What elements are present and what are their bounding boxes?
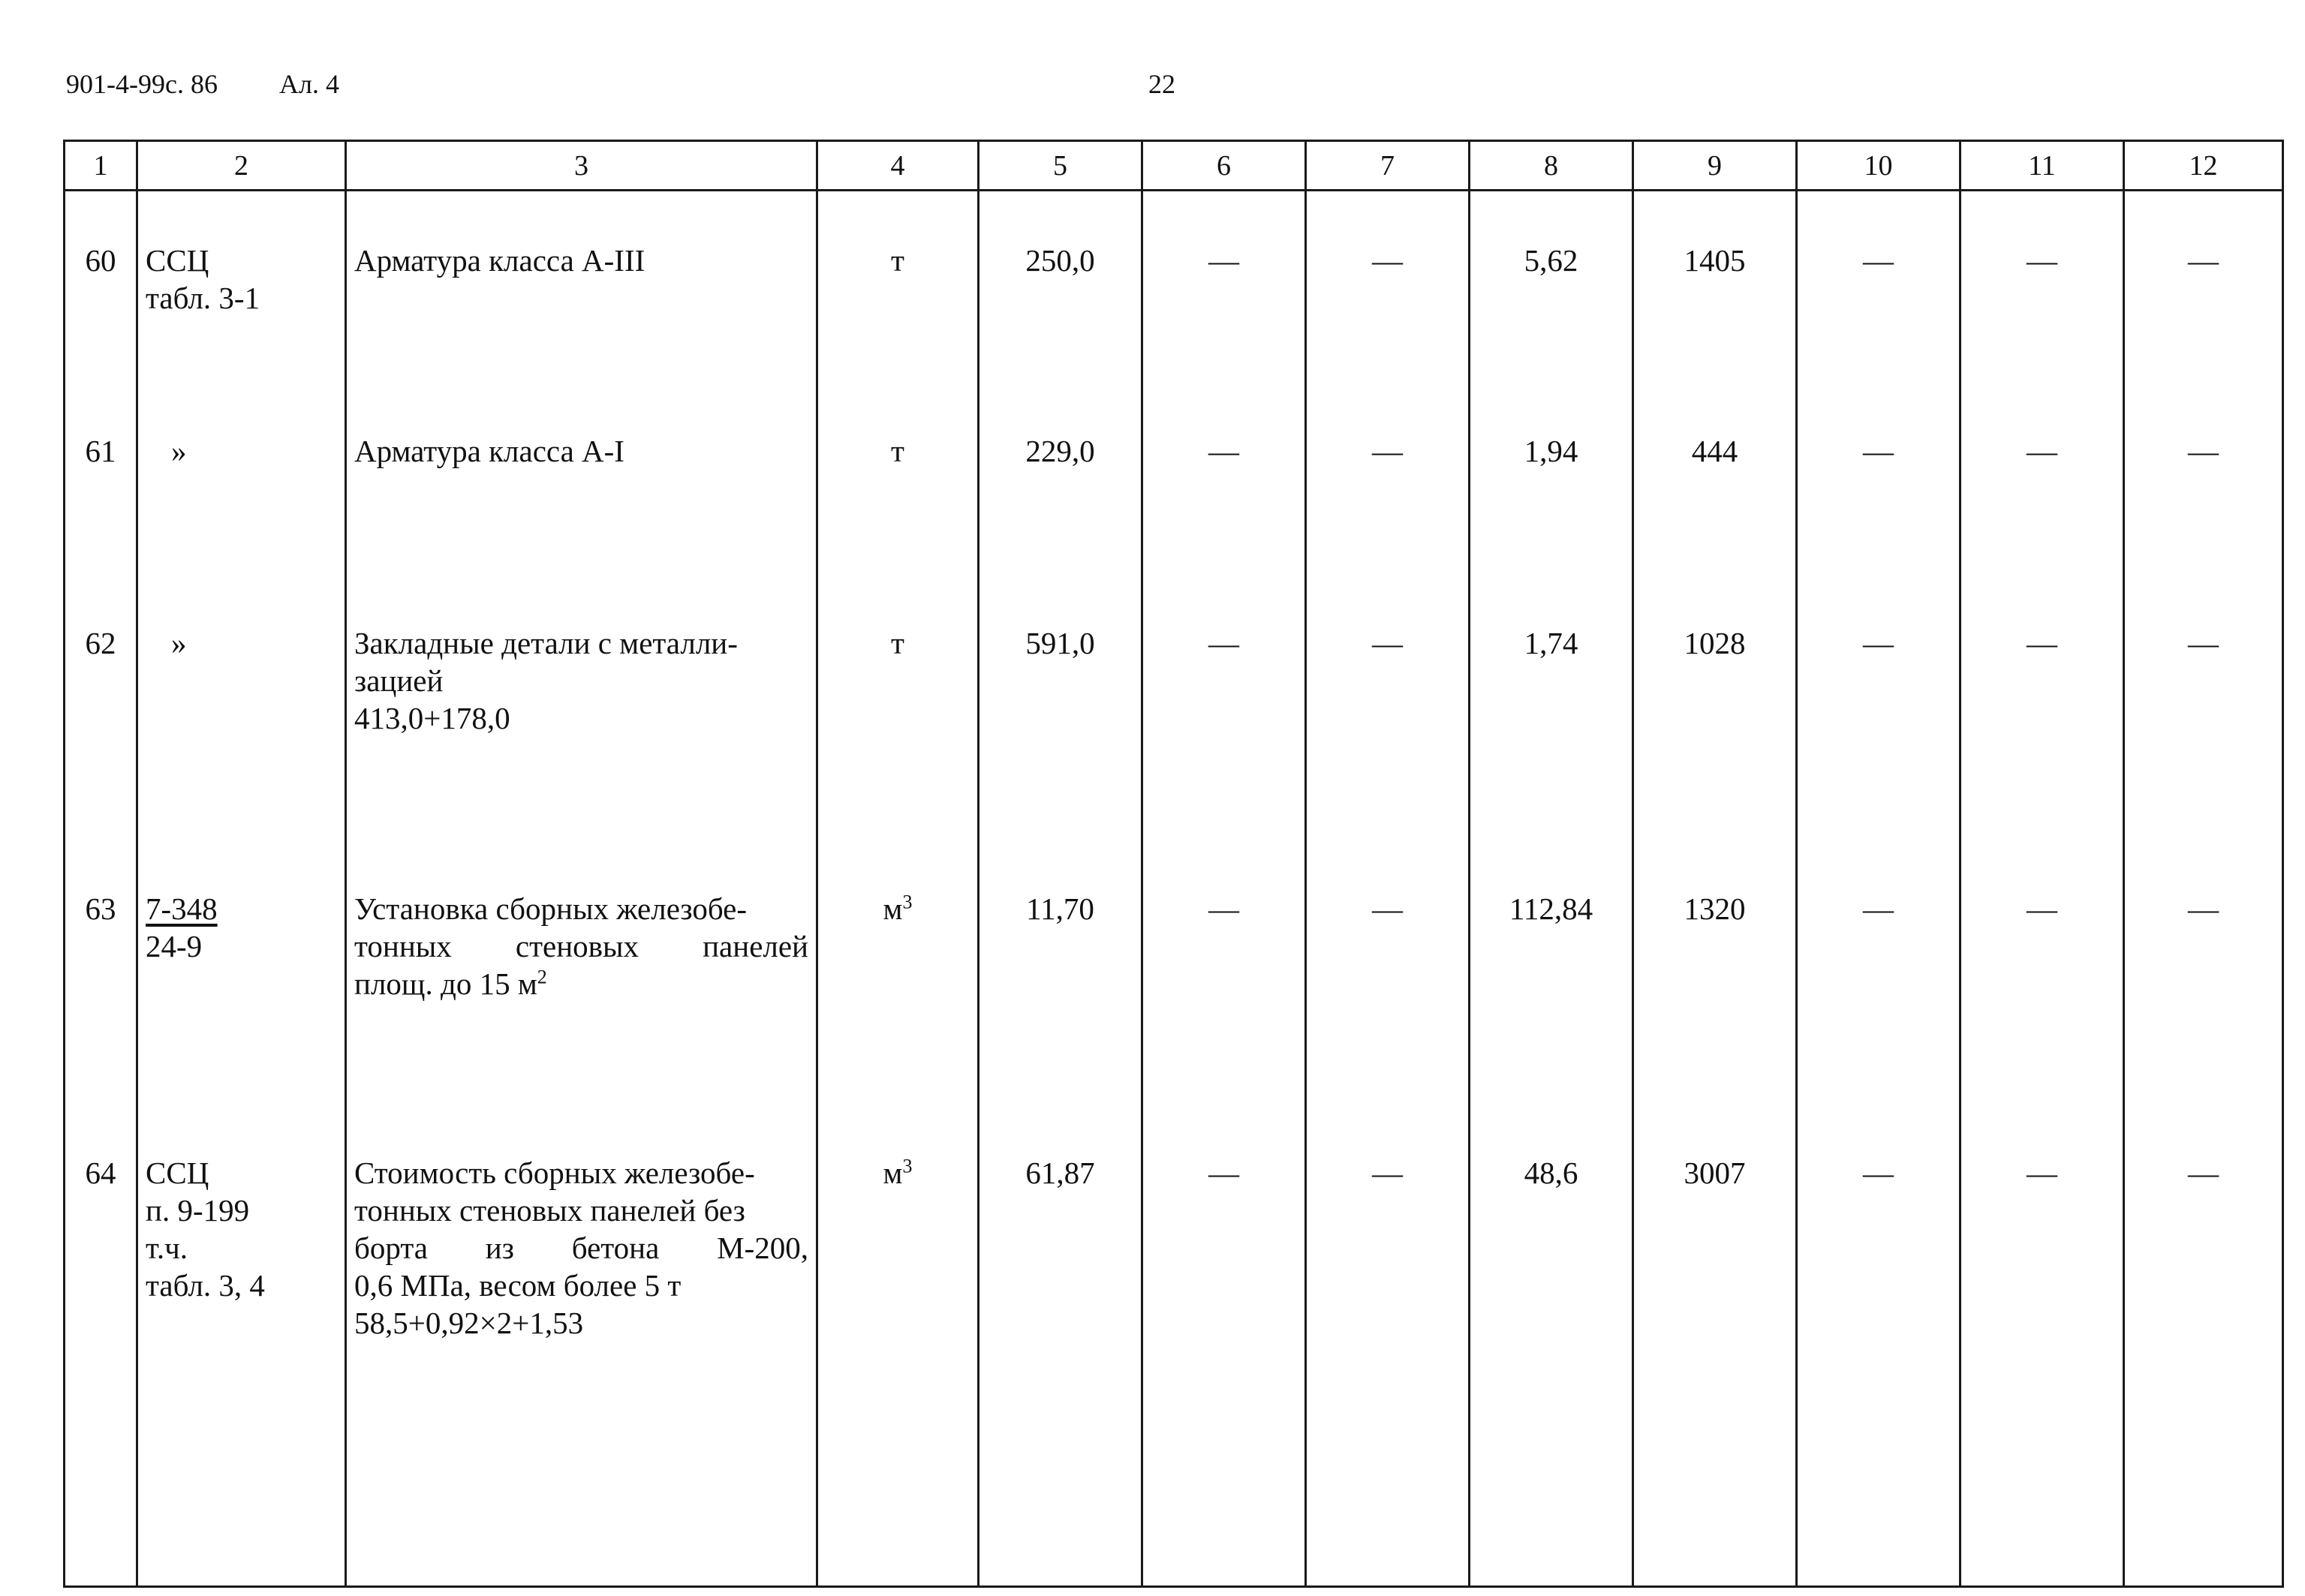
value-cell-7: — xyxy=(1306,624,1470,890)
value-cell-11: — xyxy=(1960,432,2124,624)
unit-cell xyxy=(817,1154,979,1587)
unit-cell xyxy=(817,624,979,890)
source-cell xyxy=(137,1154,346,1587)
description-line: тонных стеновых панелей xyxy=(354,928,808,963)
unit-superscript: 3 xyxy=(902,890,913,912)
description-line xyxy=(354,965,808,1002)
source-line: т.ч. xyxy=(146,1230,188,1265)
quantity-cell: 250,0 xyxy=(979,242,1142,432)
total-cost-cell: 1320 xyxy=(1633,890,1797,1154)
source-line: ССЦ xyxy=(146,242,209,278)
total-cost-cell: 3007 xyxy=(1633,1154,1797,1587)
source-line: табл. 3-1 xyxy=(146,280,260,315)
value-cell-6: — xyxy=(1142,624,1306,890)
column-header: 8 xyxy=(1470,141,1633,191)
value-cell-6: — xyxy=(1142,1154,1306,1587)
column-header: 10 xyxy=(1797,141,1960,191)
document-code: 901-4-99с. 86 xyxy=(66,69,218,99)
column-header: 6 xyxy=(1142,141,1306,191)
value-cell-10: — xyxy=(1797,242,1960,432)
source-fraction xyxy=(146,890,218,965)
description-line: 0,6 МПа, весом более 5 т xyxy=(354,1267,682,1303)
source-line: ССЦ xyxy=(146,1155,209,1190)
source-line: табл. 3, 4 xyxy=(146,1267,265,1303)
source-cell xyxy=(137,890,346,1154)
column-header: 4 xyxy=(817,141,979,191)
row-number: 64 xyxy=(65,1154,137,1587)
value-cell-10: — xyxy=(1797,624,1960,890)
table-row xyxy=(65,432,2283,624)
sheet-label: Ал. 4 xyxy=(279,69,339,99)
unit-cost-cell: 112,84 xyxy=(1470,890,1633,1154)
table-row xyxy=(65,890,2283,1154)
source-cell xyxy=(137,242,346,432)
value-cell-7: — xyxy=(1306,1154,1470,1587)
source-cell xyxy=(137,432,346,624)
value-cell-11: — xyxy=(1960,890,2124,1154)
unit: т xyxy=(891,625,904,660)
value-cell-10: — xyxy=(1797,1154,1960,1587)
column-number-row xyxy=(65,141,2283,191)
description-line: 58,5+0,92×2+1,53 xyxy=(354,1305,584,1340)
unit: т xyxy=(891,242,904,278)
description-cell xyxy=(346,432,817,624)
unit-cell xyxy=(817,242,979,432)
unit-cost-cell: 1,74 xyxy=(1470,624,1633,890)
total-cost-cell: 1028 xyxy=(1633,624,1797,890)
value-cell-6: — xyxy=(1142,242,1306,432)
value-cell-7: — xyxy=(1306,890,1470,1154)
row-number: 63 xyxy=(65,890,137,1154)
description-cell xyxy=(346,890,817,1154)
total-cost-cell: 1405 xyxy=(1633,242,1797,432)
description-cell xyxy=(346,242,817,432)
quantity-cell: 61,87 xyxy=(979,1154,1142,1587)
spacer-row xyxy=(65,191,2283,242)
description-line: Арматура класса A-III xyxy=(354,242,645,278)
total-cost-cell: 444 xyxy=(1633,432,1797,624)
quantity-cell: 229,0 xyxy=(979,432,1142,624)
unit-cell xyxy=(817,432,979,624)
value-cell-7: — xyxy=(1306,242,1470,432)
value-cell-10: — xyxy=(1797,432,1960,624)
superscript: 2 xyxy=(537,965,547,987)
fraction-denominator: 24-9 xyxy=(146,928,203,963)
quantity-cell: 11,70 xyxy=(979,890,1142,1154)
quantity-cell: 591,0 xyxy=(979,624,1142,890)
row-number: 61 xyxy=(65,432,137,624)
description-line: тонных стеновых панелей без xyxy=(354,1192,745,1228)
column-header: 1 xyxy=(65,141,137,191)
column-header: 3 xyxy=(346,141,817,191)
source-line: » xyxy=(171,433,187,468)
description-line: 413,0+178,0 xyxy=(354,700,510,735)
value-cell-11: — xyxy=(1960,1154,2124,1587)
value-cell-6: — xyxy=(1142,890,1306,1154)
value-cell-12: — xyxy=(2124,890,2283,1154)
unit-cost-cell: 5,62 xyxy=(1470,242,1633,432)
description-line: Стоимость сборных железобе- xyxy=(354,1155,755,1190)
source-line: » xyxy=(171,625,187,660)
description-line: зацией xyxy=(354,663,444,698)
value-cell-12: — xyxy=(2124,432,2283,624)
description-line: Закладные детали с металли- xyxy=(354,625,738,660)
value-cell-11: — xyxy=(1960,624,2124,890)
table-row xyxy=(65,624,2283,890)
fraction-numerator: 7-348 xyxy=(146,891,218,926)
source-line: п. 9-199 xyxy=(146,1192,250,1228)
column-header: 7 xyxy=(1306,141,1470,191)
description-line: борта из бетона М-200, xyxy=(354,1230,808,1265)
value-cell-12: — xyxy=(2124,242,2283,432)
column-header: 2 xyxy=(137,141,346,191)
value-cell-12: — xyxy=(2124,624,2283,890)
value-cell-6: — xyxy=(1142,432,1306,624)
column-header: 12 xyxy=(2124,141,2283,191)
value-cell-7: — xyxy=(1306,432,1470,624)
table-row xyxy=(65,242,2283,432)
description-cell xyxy=(346,624,817,890)
description-text: площ. до 15 м xyxy=(354,966,537,1001)
column-header: 9 xyxy=(1633,141,1797,191)
estimate-table xyxy=(63,140,2284,1588)
column-header: 11 xyxy=(1960,141,2124,191)
unit-cost-cell: 1,94 xyxy=(1470,432,1633,624)
description-line: Арматура класса A-I xyxy=(354,433,624,468)
column-header: 5 xyxy=(979,141,1142,191)
description-cell xyxy=(346,1154,817,1587)
source-cell xyxy=(137,624,346,890)
unit-cost-cell: 48,6 xyxy=(1470,1154,1633,1587)
value-cell-11: — xyxy=(1960,242,2124,432)
page-number: 22 xyxy=(1148,69,1175,99)
unit: м xyxy=(883,891,903,926)
row-number: 62 xyxy=(65,624,137,890)
unit-superscript: 3 xyxy=(902,1154,913,1177)
unit: м xyxy=(883,1155,903,1190)
table-row xyxy=(65,1154,2283,1587)
value-cell-12: — xyxy=(2124,1154,2283,1587)
value-cell-10: — xyxy=(1797,890,1960,1154)
unit: т xyxy=(891,433,904,468)
description-line: Установка сборных железобе- xyxy=(354,891,748,926)
row-number: 60 xyxy=(65,242,137,432)
unit-cell xyxy=(817,890,979,1154)
